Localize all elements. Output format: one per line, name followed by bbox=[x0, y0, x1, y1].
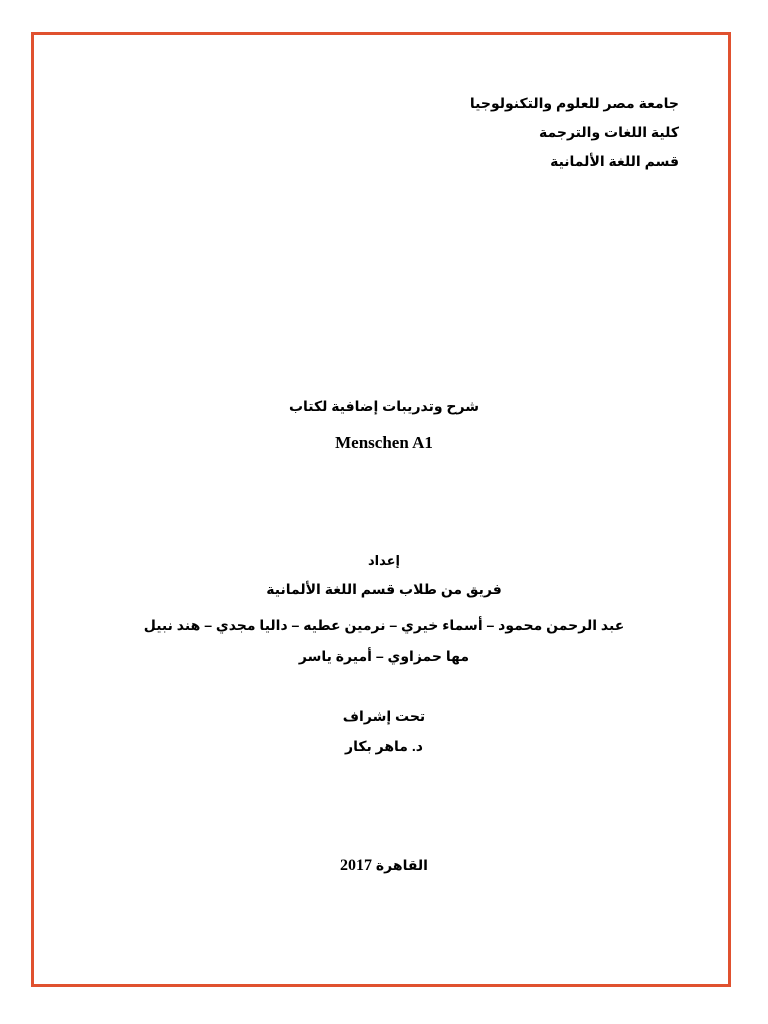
place-and-year bbox=[0, 857, 768, 875]
supervisor-name: د. ماهر بكار bbox=[345, 738, 423, 754]
prepared-by-label: إعداد bbox=[368, 553, 400, 568]
book-title: Menschen A1 bbox=[335, 433, 433, 452]
city-name: القاهرة bbox=[375, 857, 428, 873]
document-title-arabic: شرح وتدريبات إضافية لكتاب bbox=[288, 398, 480, 414]
institution-header bbox=[470, 93, 679, 180]
author-names-line-1: عبد الرحمن محمود – أسماء خيري – نرمين عطيه – داليا مجدي – هند نبيل bbox=[143, 617, 625, 633]
author-names-line-2: مها حمزاوي – أميرة ياسر bbox=[298, 648, 470, 664]
department-name: قسم اللغة الألمانية bbox=[550, 153, 679, 169]
faculty-name: كلية اللغات والترجمة bbox=[539, 124, 679, 140]
year: 2017 bbox=[340, 857, 373, 874]
university-name: جامعة مصر للعلوم والتكنولوجيا bbox=[469, 95, 679, 111]
prepared-by-team: فريق من طلاب قسم اللغة الألمانية bbox=[266, 581, 502, 597]
supervision-label: تحت إشراف bbox=[342, 708, 426, 724]
